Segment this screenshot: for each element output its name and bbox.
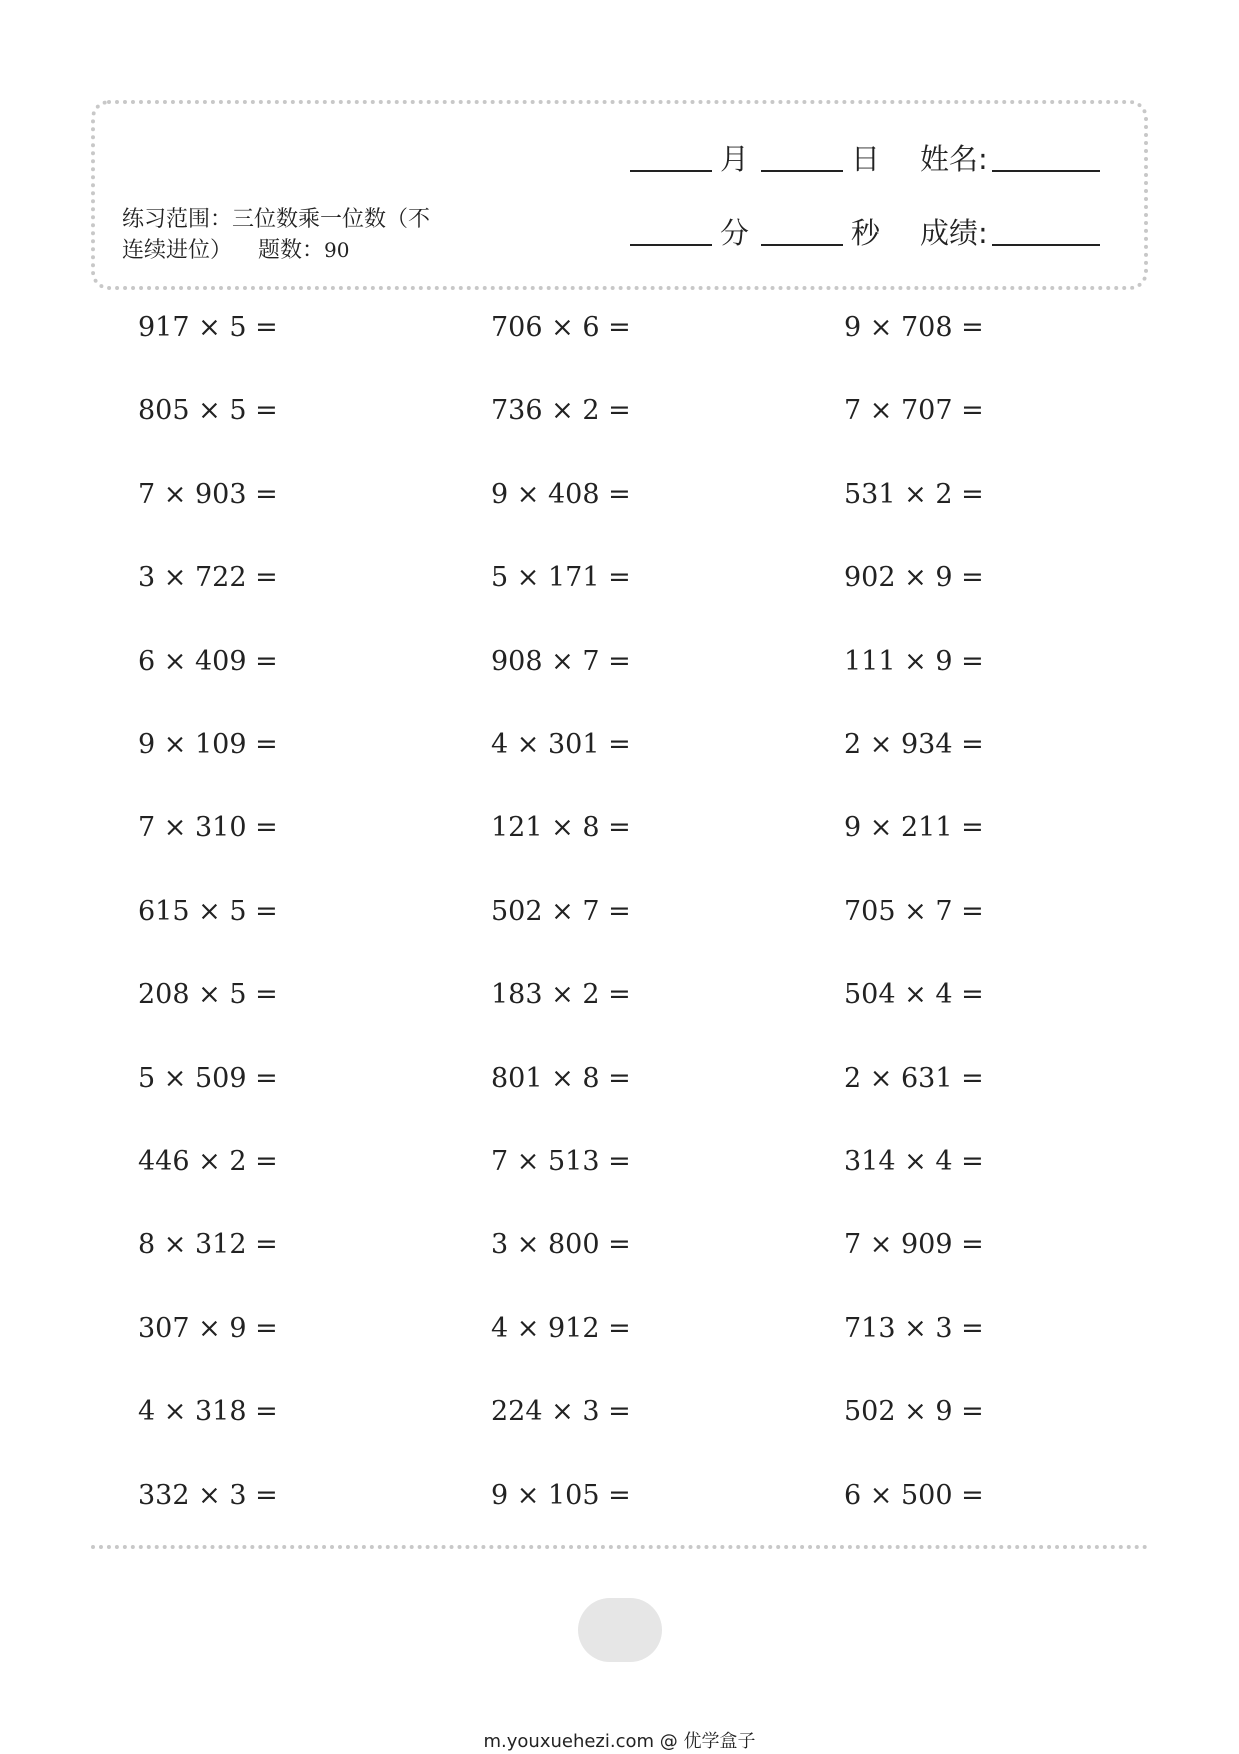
- problem-item: 801 × 8 =: [491, 1062, 631, 1094]
- problem-item: 3 × 800 =: [491, 1229, 631, 1261]
- problem-item: 9 × 708 =: [844, 312, 984, 343]
- problem-item: 902 × 9 =: [844, 562, 984, 594]
- problem-item: 7 × 310 =: [138, 812, 278, 844]
- practice-scope: [122, 205, 502, 266]
- minute-label: 分: [720, 216, 750, 250]
- problem-item: 121 × 8 =: [491, 812, 631, 844]
- problem-item: 615 × 5 =: [138, 895, 278, 927]
- problem-item: 307 × 9 =: [138, 1312, 278, 1344]
- problem-item: 705 × 7 =: [844, 895, 984, 927]
- problem-item: 917 × 5 =: [138, 312, 278, 343]
- page-number-badge: [578, 1598, 662, 1662]
- score-blank[interactable]: [992, 216, 1100, 246]
- problem-item: 502 × 9 =: [844, 1396, 984, 1428]
- day-blank[interactable]: [761, 142, 843, 172]
- month-label: 月: [720, 142, 750, 176]
- problem-item: 706 × 6 =: [491, 312, 631, 343]
- problem-item: 9 × 408 =: [491, 478, 631, 510]
- problem-item: 9 × 211 =: [844, 812, 984, 844]
- problem-item: 805 × 5 =: [138, 395, 278, 427]
- question-count-label: 题数：: [258, 238, 325, 263]
- problem-item: 183 × 2 =: [491, 979, 631, 1011]
- problem-item: 5 × 171 =: [491, 562, 631, 594]
- problem-item: 7 × 903 =: [138, 478, 278, 510]
- problem-item: 713 × 3 =: [844, 1312, 984, 1344]
- problem-item: 8 × 312 =: [138, 1229, 278, 1261]
- day-label: 日: [851, 142, 881, 176]
- scope-line-1: 练习范围：三位数乘一位数（不: [122, 207, 431, 232]
- date-name-row: [630, 138, 1100, 178]
- problem-item: 332 × 3 =: [138, 1479, 278, 1511]
- problem-item: 6 × 409 =: [138, 645, 278, 677]
- problem-item: 4 × 301 =: [491, 729, 631, 760]
- problem-item: 9 × 109 =: [138, 729, 278, 760]
- problem-item: 314 × 4 =: [844, 1146, 984, 1177]
- name-blank[interactable]: [992, 142, 1100, 172]
- name-label: 姓名:: [920, 142, 988, 176]
- problem-item: 7 × 909 =: [844, 1229, 984, 1261]
- problem-item: 502 × 7 =: [491, 895, 631, 927]
- problem-item: 6 × 500 =: [844, 1479, 984, 1511]
- minute-blank[interactable]: [630, 216, 712, 246]
- problem-item: 5 × 509 =: [138, 1062, 278, 1094]
- problem-item: 9 × 105 =: [491, 1479, 631, 1511]
- bottom-divider: [91, 1545, 1148, 1549]
- question-count-value: 90: [324, 238, 350, 262]
- month-blank[interactable]: [630, 142, 712, 172]
- problem-item: 4 × 318 =: [138, 1396, 278, 1428]
- problem-item: 7 × 707 =: [844, 395, 984, 427]
- problem-item: 446 × 2 =: [138, 1146, 278, 1177]
- time-score-row: [630, 212, 1100, 252]
- score-label: 成绩:: [920, 216, 988, 250]
- problem-item: 736 × 2 =: [491, 395, 631, 427]
- problem-item: 908 × 7 =: [491, 645, 631, 677]
- problem-item: 504 × 4 =: [844, 979, 984, 1011]
- problem-item: 208 × 5 =: [138, 979, 278, 1011]
- footer-source: m.youxuehezi.com @ 优学盒子: [483, 1731, 756, 1752]
- problem-item: 4 × 912 =: [491, 1312, 631, 1344]
- problem-item: 224 × 3 =: [491, 1396, 631, 1428]
- problem-item: 2 × 934 =: [844, 729, 984, 760]
- problem-item: 2 × 631 =: [844, 1062, 984, 1094]
- problem-item: 111 × 9 =: [844, 645, 984, 677]
- problem-item: 7 × 513 =: [491, 1146, 631, 1177]
- scope-line-2: 连续进位）: [122, 238, 233, 263]
- second-blank[interactable]: [761, 216, 843, 246]
- problem-item: 531 × 2 =: [844, 478, 984, 510]
- problem-item: 3 × 722 =: [138, 562, 278, 594]
- second-label: 秒: [851, 216, 881, 250]
